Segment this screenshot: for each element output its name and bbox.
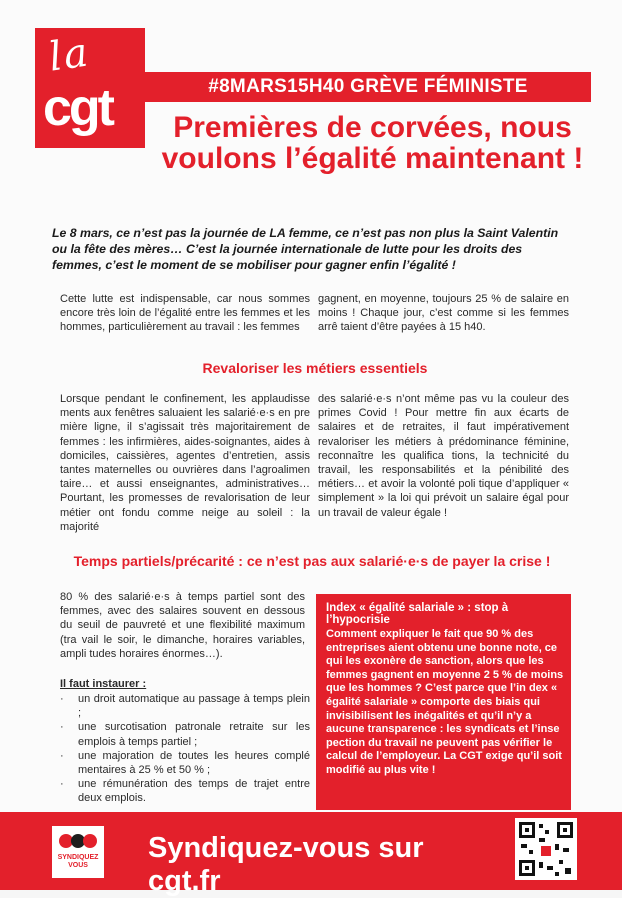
list-item: · une rémunération des temps de trajet entre deux emplois. [60, 777, 310, 805]
section1-left: Lorsque pendant le confinement, les applaudisse ments aux fenêtres saluaient les salarié·e·s en pre mière ligne, il s’agissait très majoritairement de femmes : les infirmières, aides-soignantes, aides à domiciles, caissières, agentes d’entretien, assis tantes maternelles ou ouvrières dans l’agroalimen taire… et aussi enseignantes, administratives… Pourtant, les promesses de revalorisation de leur métier ont fondu comme neige au soleil : la majorité [60, 393, 310, 533]
callout-title: Index « égalité salariale » : stop à l’hypocrisie [326, 602, 509, 626]
hashtag-banner: #8MARS15H40 GRÈVE FÉMINISTE [145, 72, 591, 102]
footer-cta[interactable]: Syndiquez-vous sur cgt.fr [148, 832, 424, 897]
section1-right: des salarié·e·s n’ont même pas vu la couleur des primes Covid ! Pour mettre fin aux écarts de salaires et de retraites, il faut impérativement revaloriser les métiers à prédominance féminine, reconnaître les qualifica tions, la technicité du travail, les responsabilités et la pénibilité des métiers… et avoir la volonté poli tique d’appliquer « simplement » la loi qui prévoit un salaire égal pour un travail de valeur égale ! [318, 393, 569, 519]
faces-icon [58, 830, 98, 852]
cgt-logo [35, 28, 145, 148]
section2-heading: Temps partiels/précarité : ce n’est pas aux salarié·e·s de payer la crise ! [73, 553, 551, 569]
syndiquez-logo [52, 826, 104, 878]
logo-cgt: cgt [43, 79, 112, 137]
list-item: · un droit automatique au passage à temps plein ; [60, 692, 310, 720]
demands-heading: Il faut instaurer : [60, 678, 147, 690]
section1-heading: Revaloriser les métiers essentiels [202, 360, 428, 376]
para1-right: gagnent, en moyenne, toujours 25 % de salaire en moins ! Chaque jour, c’est comme si les femmes arrê taient d’être payées à 15 h40. [318, 293, 569, 334]
qr-pattern [515, 818, 577, 880]
section2-left: 80 % des salarié·e·s à temps partiel sont des femmes, avec des salaires souvent en dessous du seuil de pauvreté et une flexibilité maximum (tra vail le soir, le dimanche, horaires variables, ampli tudes horaires énormes…). [60, 591, 305, 660]
list-item: · une majoration de toutes les heures complé mentaires à 25 % et 50 % ; [60, 749, 310, 777]
page-title: Premières de corvées, nous voulons l’égalité maintenant ! [161, 111, 584, 175]
list-item: · une surcotisation patronale retraite sur les emplois à temps partiel ; [60, 720, 310, 748]
intro-paragraph: Le 8 mars, ce n’est pas la journée de LA femme, ce n’est pas non plus la Saint Valentin ou la fête des mères… C’est la journée internationale de lutte pour les droits des femmes, c’est le moment de se mobiliser pour gagner enfin l’égalité ! [52, 226, 559, 272]
logo-la: la [45, 29, 93, 81]
index-callout-box [316, 594, 571, 810]
qr-code-icon[interactable] [515, 818, 577, 880]
callout-text: Comment expliquer le fait que 90 % des entreprises aient obtenu une bonne note, ce qui les exonère de sanction, alors que les femmes gagnent en moyenne 2 5 % de moins que les hommes ? C’est parce que l’in dex « égalité salariale » comporte des biais qui invisibilisent les inégalités et qu’il n’y a aucune transparence : les syndicats et l’inse pection du travail ne peuvent pas vérifier le calcul de l’employeur. La CGT exige qu’il soit modifié au plus vite ! [326, 628, 564, 776]
syndiquez-word: SYNDIQUEZ VOUS [57, 854, 99, 869]
demands-list [60, 692, 310, 806]
para1-left: Cette lutte est indispensable, car nous sommes encore très loin de l’égalité entre les femmes et les hommes, particulièrement au travail : les femmes [60, 293, 310, 334]
